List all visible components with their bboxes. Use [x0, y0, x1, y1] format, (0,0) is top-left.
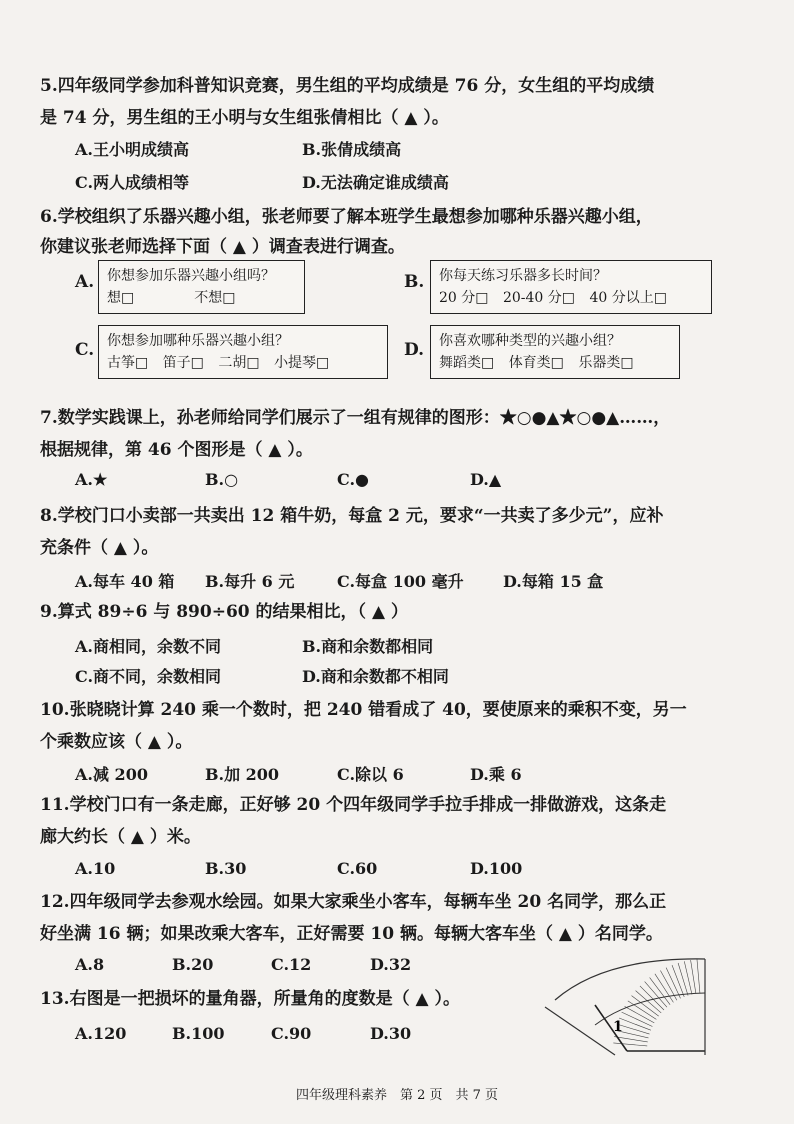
option-c-letter[interactable]: C. [75, 340, 95, 360]
protractor-scale [613, 959, 700, 1046]
option-c[interactable]: C.● [337, 470, 369, 489]
option-d-letter[interactable]: D. [404, 340, 425, 360]
survey-box-b[interactable] [430, 260, 712, 314]
question-stem: 6.学校组织了乐器兴趣小组，张老师要了解本班学生最想参加哪种乐器兴趣小组， [40, 207, 653, 227]
option-d[interactable]: D.乘 6 [470, 765, 522, 784]
protractor-tick [678, 963, 688, 996]
question-stem: 7.数学实践课上，孙老师给同学们展示了一组有规律的图形：★○●▲★○●▲……， [40, 408, 671, 428]
survey-choices [107, 352, 379, 374]
survey-title: 你喜欢哪种类型的兴趣小组？ [439, 333, 621, 349]
option-b[interactable]: B.每升 6 元 [205, 572, 295, 591]
survey-choice: 笛子□ [162, 355, 204, 371]
survey-choice: 想□ [107, 290, 135, 306]
survey-choice: 小提琴□ [274, 355, 330, 371]
survey-choices [107, 287, 296, 309]
question-stem: 8.学校门口小卖部一共卖出 12 箱牛奶，每盒 2 元，要求“一共卖了多少元”，应补 [40, 506, 664, 526]
question-stem: 廊大约长（ ▲ ）米。 [40, 827, 201, 847]
option-b[interactable]: B.商和余数都相同 [302, 637, 434, 656]
protractor-tick [672, 965, 684, 997]
question-9 [40, 598, 730, 626]
option-c[interactable]: C.除以 6 [337, 765, 404, 784]
question-7 [40, 404, 730, 464]
option-d[interactable]: D.▲ [470, 470, 502, 489]
survey-choices [439, 287, 703, 309]
survey-choice: 20-40 分□ [502, 290, 575, 306]
option-d[interactable]: D.无法确定谁成绩高 [302, 173, 449, 192]
option-c[interactable]: C.两人成绩相等 [75, 173, 190, 192]
option-a[interactable]: A.每车 40 箱 [75, 572, 175, 591]
protractor-tick [619, 1018, 651, 1030]
broken-protractor-figure [535, 955, 715, 1065]
question-stem: 个乘数应该（ ▲ ）。 [40, 732, 193, 752]
option-a[interactable]: A.8 [75, 955, 105, 974]
question-stem: 根据规律，第 46 个图形是（ ▲ ）。 [40, 440, 313, 460]
option-b[interactable]: B.100 [172, 1024, 225, 1043]
option-a-letter[interactable]: A. [75, 272, 95, 292]
question-stem: 好坐满 16 辆；如果改乘大客车，正好需要 10 辆。每辆大客车坐（ ▲ ）名同学。 [40, 924, 663, 944]
survey-choice: 二胡□ [218, 355, 260, 371]
question-12 [40, 888, 730, 948]
page-footer: 四年级理科素养 第 2 页 共 7 页 [295, 1088, 499, 1103]
protractor-tick [684, 961, 692, 994]
option-d[interactable]: D.每箱 15 盒 [503, 572, 604, 591]
question-stem: 13.右图是一把损坏的量角器，所量角的度数是（ ▲ ）。 [40, 989, 460, 1009]
question-10 [40, 696, 730, 756]
broken-edge [545, 1007, 615, 1055]
option-c[interactable]: C.商不同，余数相同 [75, 667, 222, 686]
option-a[interactable]: A.王小明成绩高 [75, 140, 189, 159]
protractor-outer-arc [555, 959, 705, 1000]
survey-choice: 40 分以上□ [589, 290, 667, 306]
question-13 [40, 985, 520, 1013]
option-b-letter[interactable]: B. [404, 272, 425, 292]
option-a[interactable]: A.商相同，余数不同 [75, 637, 221, 656]
survey-box-c[interactable] [98, 325, 388, 379]
survey-choices [439, 352, 671, 374]
survey-choice: 不想□ [194, 290, 236, 306]
survey-choice: 古筝□ [107, 355, 149, 371]
question-stem: 你建议张老师选择下面（ ▲ ）调查表进行调查。 [40, 237, 405, 257]
question-stem: 是 74 分，男生组的王小明与女生组张倩相比（ ▲ ）。 [40, 108, 449, 128]
option-b[interactable]: B.20 [172, 955, 214, 974]
protractor-tick [613, 1043, 647, 1046]
question-stem: 11.学校门口有一条走廊，正好够 20 个四年级同学手拉手排成一排做游戏，这条走 [40, 795, 667, 815]
survey-box-a[interactable] [98, 260, 305, 314]
survey-title: 你想参加哪种乐器兴趣小组？ [107, 333, 289, 349]
question-5 [40, 72, 730, 132]
survey-choice: 乐器类□ [578, 355, 634, 371]
question-6 [40, 203, 730, 261]
survey-title: 你想参加乐器兴趣小组吗？ [107, 268, 275, 284]
question-stem: 5.四年级同学参加科普知识竞赛，男生组的平均成绩是 76 分，女生组的平均成绩 [40, 76, 655, 96]
option-d[interactable]: D.商和余数都不相同 [302, 667, 449, 686]
question-11 [40, 791, 730, 851]
angle-label: 1 [613, 1019, 623, 1035]
option-b[interactable]: B.张倩成绩高 [302, 140, 402, 159]
question-stem: 充条件（ ▲ ）。 [40, 538, 159, 558]
protractor-tick [691, 960, 696, 994]
question-8 [40, 502, 730, 562]
survey-box-d[interactable] [430, 325, 680, 379]
option-c[interactable]: C.90 [271, 1024, 312, 1043]
protractor-tick [697, 959, 700, 993]
option-d[interactable]: D.100 [470, 859, 523, 878]
option-d[interactable]: D.30 [370, 1024, 412, 1043]
question-stem: 9.算式 89÷6 与 890÷60 的结果相比，（ ▲ ） [40, 602, 408, 622]
survey-choice: 20 分□ [439, 290, 489, 306]
option-a[interactable]: A.120 [75, 1024, 127, 1043]
option-a[interactable]: A.10 [75, 859, 116, 878]
survey-choice: 体育类□ [508, 355, 564, 371]
option-b[interactable]: B.○ [205, 470, 239, 489]
survey-choice: 舞蹈类□ [439, 355, 495, 371]
option-b[interactable]: B.加 200 [205, 765, 280, 784]
option-a[interactable]: A.★ [75, 470, 108, 489]
option-b[interactable]: B.30 [205, 859, 247, 878]
question-stem: 12.四年级同学去参观水绘园。如果大家乘坐小客车，每辆车坐 20 名同学，那么正 [40, 892, 667, 912]
option-c[interactable]: C.每盒 100 毫升 [337, 572, 464, 591]
survey-title: 你每天练习乐器多长时间？ [439, 268, 607, 284]
option-d[interactable]: D.32 [370, 955, 412, 974]
option-c[interactable]: C.60 [337, 859, 378, 878]
question-stem: 10.张晓晓计算 240 乘一个数时，把 240 错看成了 40，要使原来的乘积不变，另一 [40, 700, 687, 720]
option-a[interactable]: A.减 200 [75, 765, 148, 784]
option-c[interactable]: C.12 [271, 955, 312, 974]
